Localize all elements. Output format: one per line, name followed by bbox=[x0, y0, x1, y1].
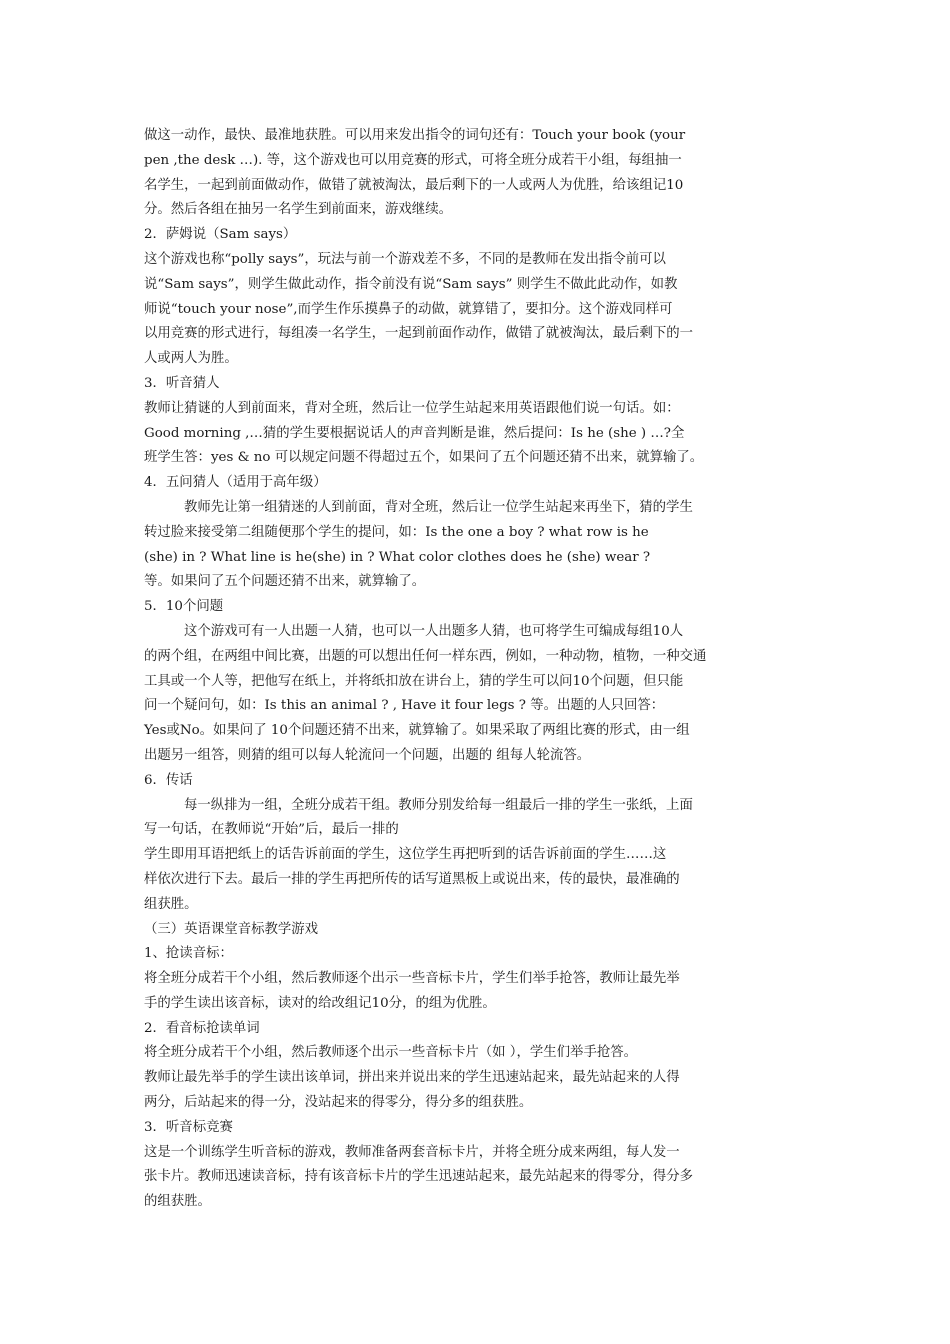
text-line: 师说“touch your nose”,而学生作乐摸鼻子的动做，就算错了，要扣分。这个游戏同样可 bbox=[144, 301, 673, 317]
text-line: 转过脸来接受第二组随便那个学生的提问，如：Is the one a boy ? what row is he bbox=[144, 524, 649, 540]
section-heading: 6．传话 bbox=[144, 772, 193, 788]
text-line: 手的学生读出该音标，读对的给改组记10分，的组为优胜。 bbox=[144, 995, 496, 1011]
document-page bbox=[144, 124, 812, 1215]
text-line: 将全班分成若干个小组，然后教师逐个出示一些音标卡片（如 ），学生们举手抢答。 bbox=[144, 1045, 638, 1061]
text-line: 写一句话，在教师说“开始”后，最后一排的 bbox=[144, 822, 399, 838]
section-heading: 1、抢读音标： bbox=[144, 946, 233, 962]
section-heading: 2．看音标抢读单词 bbox=[144, 1020, 260, 1036]
text-line: 将全班分成若干个小组，然后教师逐个出示一些音标卡片，学生们举手抢答，教师让最先举 bbox=[144, 971, 680, 987]
text-line: 问一个疑问句，如：Is this an animal ? , Have it four legs ? 等。出题的人只回答： bbox=[144, 698, 665, 714]
section-heading: 5．10个问题 bbox=[144, 599, 224, 615]
text-line: 学生即用耳语把纸上的话告诉前面的学生，这位学生再把听到的话告诉前面的学生……这 bbox=[144, 847, 667, 863]
text-line: 张卡片。教师迅速读音标，持有该音标卡片的学生迅速站起来，最先站起来的得零分，得分多 bbox=[144, 1169, 694, 1185]
text-line: 两分，后站起来的得一分，没站起来的得零分，得分多的组获胜。 bbox=[144, 1095, 533, 1111]
text-line: 这个游戏可有一人出题一人猜，也可以一人出题多人猜，也可将学生可编成每组10人 bbox=[184, 623, 684, 639]
text-line: 以用竞赛的形式进行，每组凑一名学生，一起到前面作动作，做错了就被淘汰，最后剩下的一 bbox=[144, 326, 694, 342]
text-line: 名学生，一起到前面做动作，做错了就被淘汰，最后剩下的一人或两人为优胜，给该组记10 bbox=[144, 177, 684, 193]
text-line: 出题另一组答，则猜的组可以每人轮流问一个问题，出题的 组每人轮流答。 bbox=[144, 747, 591, 763]
text-line: 这是一个训练学生听音标的游戏，教师准备两套音标卡片，并将全班分成来两组，每人发一 bbox=[144, 1144, 680, 1160]
text-line: 这个游戏也称“polly says”，玩法与前一个游戏差不多，不同的是教师在发出指令前可以 bbox=[144, 251, 666, 267]
text-line: 的两个组，在两组中间比赛，出题的可以想出任何一样东西，例如，一种动物，植物，一种交通 bbox=[144, 648, 707, 664]
section-heading: 3．听音标竞赛 bbox=[144, 1119, 233, 1135]
text-line: pen ,the desk …). 等，这个游戏也可以用竞赛的形式，可将全班分成若干小组，每组抽一 bbox=[144, 152, 682, 168]
text-line: 每一纵排为一组，全班分成若干组。教师分别发给每一组最后一排的学生一张纸，上面 bbox=[184, 797, 693, 813]
text-line: 样依次进行下去。最后一排的学生再把所传的话写道黑板上或说出来，传的最快，最准确的 bbox=[144, 871, 680, 887]
text-line: 说“Sam says”，则学生做此动作，指令前没有说“Sam says” 则学生不做此此动作，如教 bbox=[144, 276, 678, 292]
text-line: 分。然后各组在抽另一名学生到前面来，游戏继续。 bbox=[144, 202, 452, 218]
section-heading: 2．萨姆说（Sam says） bbox=[144, 227, 297, 243]
text-line: 做这一动作，最快、最准地获胜。可以用来发出指令的词句还有：Touch your book (your bbox=[144, 128, 686, 143]
section-heading: 3．听音猜人 bbox=[144, 375, 220, 391]
text-line: (she) in ? What line is he(she) in ? What color clothes does he (she) wear ? bbox=[144, 549, 651, 565]
section-heading: （三）英语课堂音标教学游戏 bbox=[144, 921, 319, 937]
text-line: 人或两人为胜。 bbox=[144, 351, 238, 367]
text-line: 组获胜。 bbox=[144, 896, 198, 912]
text-line: Yes或No。如果问了 10个问题还猜不出来，就算输了。如果采取了两组比赛的形式，由一组 bbox=[144, 723, 690, 739]
section-heading: 4．五问猜人（适用于高年级） bbox=[144, 475, 327, 491]
text-line: Good morning ,…猜的学生要根据说话人的声音判断是谁，然后提问：Is he (she ) …?全 bbox=[144, 425, 685, 441]
text-line: 等。如果问了五个问题还猜不出来，就算输了。 bbox=[144, 574, 426, 590]
text-line: 教师让猜谜的人到前面来，背对全班，然后让一位学生站起来用英语跟他们说一句话。如： bbox=[144, 400, 680, 416]
text-line: 的组获胜。 bbox=[144, 1194, 211, 1210]
text-line: 工具或一个人等，把他写在纸上，并将纸扣放在讲台上，猜的学生可以问10个问题，但只能 bbox=[144, 673, 684, 689]
text-line: 教师先让第一组猜迷的人到前面，背对全班，然后让一位学生站起来再坐下，猜的学生 bbox=[184, 499, 693, 515]
text-line: 教师让最先举手的学生读出该单词，拼出来并说出来的学生迅速站起来，最先站起来的人得 bbox=[144, 1070, 680, 1086]
text-line: 班学生答：yes & no 可以规定问题不得超过五个，如果问了五个问题还猜不出来，就算输了。 bbox=[144, 450, 704, 466]
